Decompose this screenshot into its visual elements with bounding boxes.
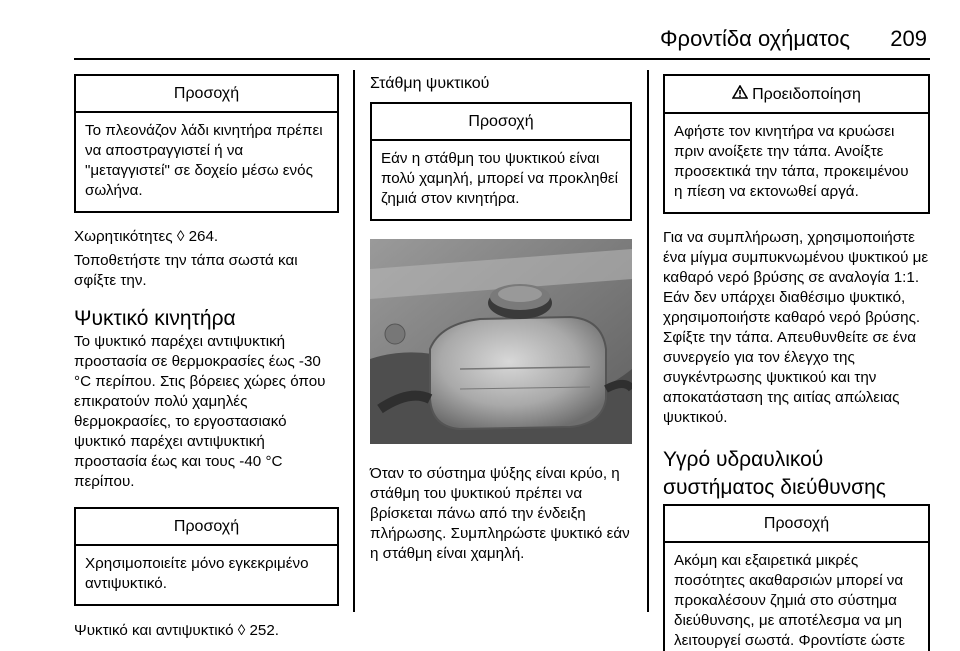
- warning-title-text: Προειδοποίηση: [752, 86, 861, 103]
- column-2: [370, 74, 632, 564]
- caution-box-body: Το πλεονάζον λάδι κινητήρα πρέπει να αποστραγγιστεί ή να "μεταγγιστεί" σε δοχείο μέσω ενός σωλήνα.: [85, 122, 323, 199]
- caution-box-body: Εάν η στάθμη του ψυκτικού είναι πολύ χαμηλή, μπορεί να προκληθεί ζημιά στον κινητήρα.: [381, 150, 619, 207]
- coolant-description: Το ψυκτικό παρέχει αντιψυκτική προστασία σε θερμοκρασίες έως -30 °C περίπου. Στις βόρειες χώρες όπου επικρατούν πολύ χαμηλές θερμοκρασίες, το εργοστασιακό ψυκτικό παρέχει αντιψυκτική προστασία έως και τους -40 °C περίπου.: [74, 333, 326, 490]
- caution-box-title: Προσοχή: [665, 506, 928, 543]
- warning-triangle-icon: [732, 85, 748, 104]
- antifreeze-reference: Ψυκτικό και αντιψυκτικό ◊ 252.: [74, 622, 280, 639]
- header-rule: [74, 58, 930, 60]
- caution-box-antifreeze: [74, 507, 339, 606]
- column-divider-right: [647, 70, 649, 612]
- warning-box-body: Αφήστε τον κινητήρα να κρυώσει πριν ανοίξετε την τάπα. Ανοίξτε προσεκτικά την τάπα, προκειμένου η πίεση να εκτονωθεί αργά.: [674, 123, 909, 200]
- engine-bay-illustration: [370, 239, 632, 444]
- caution-box-title: Προσοχή: [372, 104, 630, 141]
- column-1: [74, 74, 339, 641]
- caution-box-level: [370, 102, 632, 221]
- page-header: [0, 0, 960, 56]
- coolant-level-text: Όταν το σύστημα ψύξης είναι κρύο, η στάθμη του ψυκτικού πρέπει να βρίσκεται πάνω από την ένδειξη πλήρωσης. Συμπληρώστε ψυκτικό εάν η στάθμη είναι χαμηλή.: [370, 465, 630, 562]
- steering-fluid-heading: Υγρό υδραυλικού συστήματος διεύθυνσης: [663, 448, 886, 499]
- caution-box-body: Ακόμη και εξαιρετικά μικρές ποσότητες ακαθαρσιών μπορεί να προκαλέσουν ζημιά στο σύστημα διεύθυνσης, με αποτέλεσμα να μη λειτουργεί σωστά. Φροντίστε ώστε: [674, 552, 906, 649]
- refit-cap-instruction: Τοποθετήστε την τάπα σωστά και σφίξτε την.: [74, 252, 298, 289]
- coolant-heading: Ψυκτικό κινητήρα: [74, 307, 236, 330]
- caution-box-oil: [74, 74, 339, 213]
- warning-box: [663, 74, 930, 214]
- capacity-reference: Χωρητικότητες ◊ 264.: [74, 228, 219, 245]
- section-title: Φροντίδα οχήματος: [660, 26, 850, 51]
- coolant-level-heading: Στάθμη ψυκτικού: [370, 75, 490, 92]
- warning-box-title: [665, 76, 928, 114]
- caution-box-body: Χρησιμοποιείτε μόνο εγκεκριμένο αντιψυκτικό.: [85, 555, 309, 592]
- column-3: [663, 74, 930, 651]
- caution-box-title: Προσοχή: [76, 76, 337, 113]
- page-number: 209: [890, 26, 927, 51]
- column-divider-left: [353, 70, 355, 612]
- caution-box-steering: [663, 504, 930, 651]
- topup-instructions: Για να συμπλήρωση, χρησιμοποιήστε ένα μίγμα συμπυκνωμένου ψυκτικού με καθαρό νερό βρύσης σε αναλογία 1:1. Εάν δεν υπάρχει διαθέσιμο ψυκτικό, χρησιμοποιήστε καθαρό νερό βρύσης. Σφίξτε την τάπα. Απευθυνθείτε σε ένα συνεργείο για τον έλεγχο της συγκέντρωσης ψυκτικού και την αποκατάσταση της αιτίας απώλειας ψυκτικού.: [663, 229, 929, 426]
- caution-box-title: Προσοχή: [76, 509, 337, 546]
- coolant-reservoir-photo: [370, 239, 632, 444]
